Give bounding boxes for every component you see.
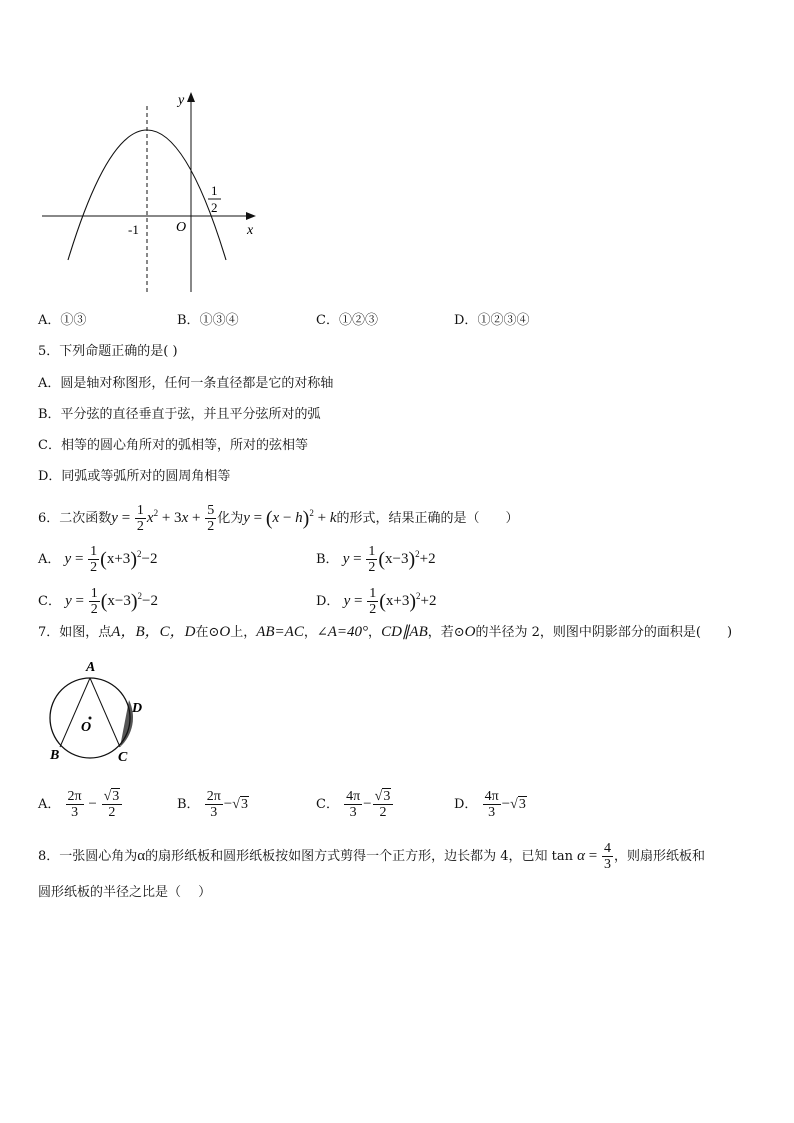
q5-option-c: C．相等的圆心角所对的弧相等，所对的弦相等 [38,438,308,453]
q6-middle: 化为 [217,511,244,526]
chord-ab [60,678,90,747]
option-letter: D． [454,313,478,328]
origin-label: O [176,220,187,235]
q6-option-b: B． y = $\frac{1}{2}$ $(x-3)^2+2$ [316,544,436,576]
x-axis-label: x [247,223,254,238]
option-text: ①②③ [338,313,378,328]
option-tail: −2 [141,551,158,567]
option-text: ①②③④ [477,313,530,328]
q5-option-b: B．平分弦的直径垂直于弦，并且平分弦所对的弧 [38,407,321,422]
option-inner: x−3 [107,593,131,609]
label-o: O [81,720,92,735]
q5-option-a: A．圆是轴对称图形，任何一条直径都是它的对称轴 [38,376,334,391]
option-tail: +2 [420,593,437,609]
label-c: C [118,750,128,765]
q7-option-b: B． $\frac{2\pi}{3}$ −√3 [177,789,248,821]
option-inner: x+3 [385,593,410,609]
q5-stem: 5．下列命题正确的是( ) [38,344,178,359]
q5-option-d: D．同弧或等弧所对的圆周角相等 [38,469,231,484]
half-numerator: 1 [211,183,218,198]
option-tail: +2 [419,551,436,567]
tick-neg1-label: -1 [128,222,139,237]
q6-vertex-form: $y = (x - h)^2 + k$ [243,507,337,530]
label-d: D [132,701,143,716]
option-tail: −2 [142,593,159,609]
option-letter: A． [38,552,61,567]
q6-stem [38,496,519,536]
option-letter: D． [316,594,340,609]
q6-prefix: 6．二次函数 [38,511,112,526]
q6-suffix: 的形式，结果正确的是（ ） [336,511,519,526]
q6-option-c: C． y = $\frac{1}{2}$ $(x-3)^2-2$ [38,586,159,618]
option-letter: B． [316,552,339,567]
q8-line2: 圆形纸板的半径之比是（ ） [38,885,212,900]
chord-ac [90,678,120,747]
q7-stem: 7．如图，点A，B，C，D在⊙O上，AB=AC，∠A=40°，CD∥AB，若⊙O的半径为 2，则图中阴影部分的面积是( ) [38,624,733,640]
x-axis-arrow [246,212,256,220]
q4-option-a [38,313,86,329]
q7-option-d: D． $\frac{4\pi}{3}$ −√3 [454,789,526,821]
q6-original-function: y = $\frac{1}{2}$ $x^2 + 3x$ + $\frac{5}{2}$ [111,503,215,535]
q4-option-b [177,313,239,329]
option-text: ①③④ [199,313,239,328]
option-letter: C． [316,313,339,328]
option-inner: x+3 [106,551,131,567]
half-denominator: 2 [211,200,218,215]
label-b: B [50,748,60,763]
circle-figure [44,654,154,766]
q7-option-a: A． $\frac{2\pi}{3}$ − $\frac{√3}{2}$ [38,786,123,823]
y-axis-arrow [187,92,195,102]
q6-option-d: D． y = $\frac{1}{2}$ $(x+3)^2+2$ [316,586,437,618]
q4-option-d [454,313,529,329]
q4-option-c [316,313,378,329]
option-letter: C． [38,594,61,609]
option-letter: B． [177,313,200,328]
label-a: A [86,660,96,675]
q7-option-c: C． $\frac{4\pi}{3}$ − $\frac{√3}{2}$ [316,786,394,823]
parabola-graph [38,88,268,298]
option-inner: x−3 [385,551,409,567]
option-text: ①③ [60,313,87,328]
option-letter: A． [38,313,61,328]
q8-line1: 8．一张圆心角为α的扇形纸板和圆形纸板按如图方式剪得一个正方形，边长都为 4，已知 tan α = $\frac{4}{3}$ ，则扇形纸板和 [38,841,706,873]
y-axis-label: y [178,93,185,108]
q6-option-a: A． y = $\frac{1}{2}$ $(x+3)^2-2$ [38,544,158,576]
